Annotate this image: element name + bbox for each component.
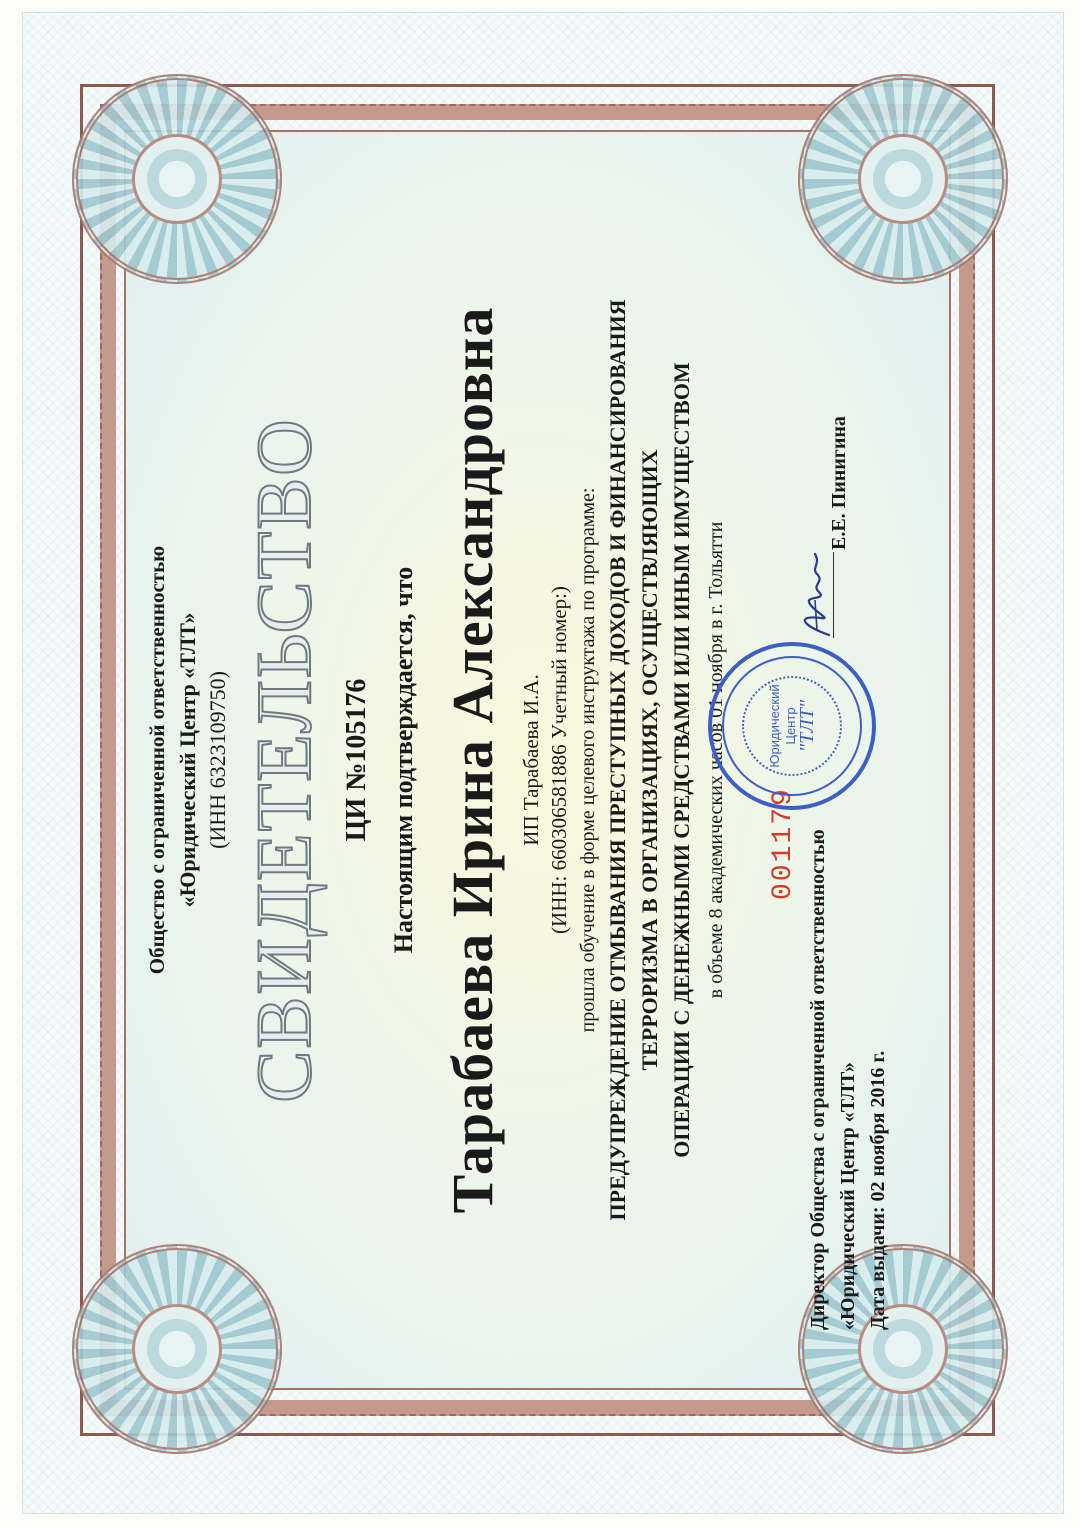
seal-line2: Центр	[782, 707, 798, 745]
seal-line3: "ТЛТ"	[795, 699, 818, 753]
signature-line	[833, 552, 834, 638]
certificate-content	[124, 130, 951, 1390]
signer-name: Е.Е. Пинигина	[827, 416, 850, 550]
stamp-seal-icon	[708, 642, 876, 810]
rotated-text-block	[143, 150, 933, 1370]
program-line2: ТЕРРОРИЗМА В ОРГАНИЗАЦИЯХ, ОСУЩЕСТВЛЯЮЩИХ	[636, 449, 662, 1071]
passed-text: прошла обучение в форме целевого инструктажа по программе:	[576, 487, 599, 1033]
volume-text: в объеме 8 академических часов 01 ноября в г. Тольятти	[704, 521, 727, 999]
issuer-org-line2: «Юридический Центр «ТЛТ»	[174, 612, 200, 908]
issuer-inn: (ИНН 6323109750)	[204, 671, 230, 849]
issue-date: Дата выдачи: 02 ноября 2016 г.	[866, 1050, 889, 1330]
seal-line1: Юридический	[766, 684, 782, 768]
director-line2: «Юридический Центр «ТЛТ»	[836, 1062, 859, 1330]
program-line3: ОПЕРАЦИИ С ДЕНЕЖНЫМИ СРЕДСТВАМИ ИЛИ ИНЫМ ИМУЩЕСТВОМ	[668, 362, 694, 1158]
holder-name: Тарабаева Ирина Александровна	[439, 306, 505, 1214]
confirm-text: Настоящим подтверждается, что	[388, 566, 418, 954]
director-line1: Директор Общества с ограниченной ответственностью	[806, 829, 829, 1330]
seal-center-text	[766, 646, 818, 806]
issuer-org-line1: Общество с ограниченной ответственностью	[144, 545, 169, 975]
holder-inn: (ИНН: 660306581886 Учетный номер:)	[546, 586, 571, 934]
director-block	[803, 829, 893, 1330]
serial-number: 001179	[767, 787, 799, 900]
certificate-number: ЦИ №105176	[340, 678, 372, 842]
holder-ip: ИП Тарабаева И.А.	[518, 674, 543, 846]
certificate-title: СВИДЕТЕЛЬСТВО	[239, 417, 327, 1103]
program-line1: ПРЕДУПРЕЖДЕНИЕ ОТМЫВАНИЯ ПРЕСТУПНЫХ ДОХОДОВ И ФИНАНСИРОВАНИЯ	[604, 299, 630, 1221]
